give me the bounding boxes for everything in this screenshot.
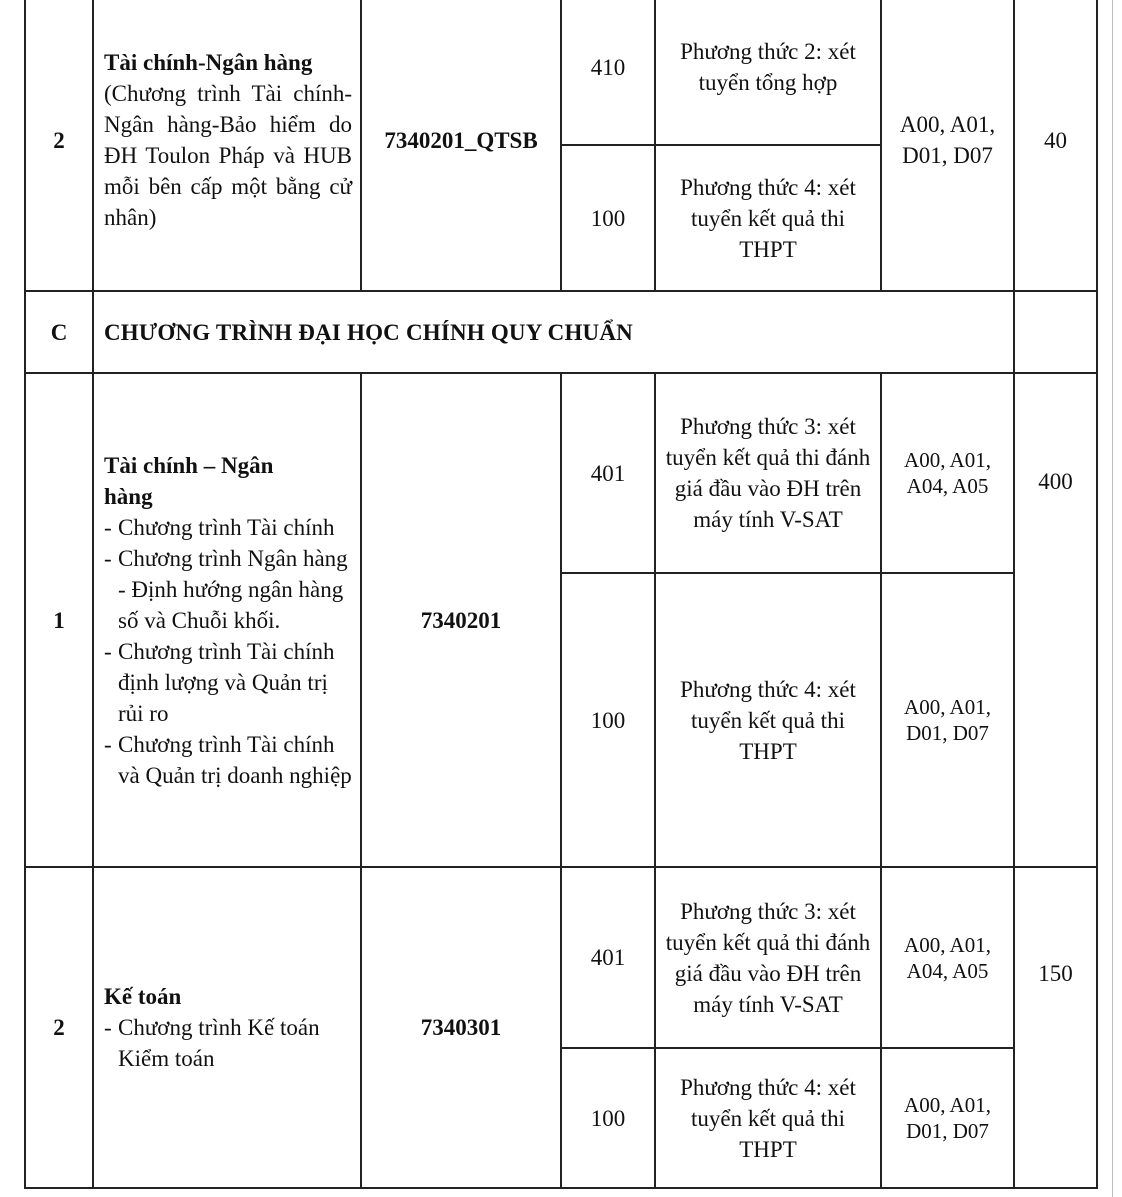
- major-cell: [93, 373, 361, 867]
- major-name: Tài chính – Ngân hàng: [104, 452, 274, 509]
- section-letter: C: [25, 291, 93, 373]
- table-row: [25, 0, 1097, 145]
- method-label: Phương thức 4: xét tuyển kết quả thi THPT: [655, 573, 881, 867]
- method-code: 100: [561, 1048, 655, 1188]
- subject-combos: A00, A01, A04, A05: [881, 867, 1014, 1048]
- method-label: Phương thức 3: xét tuyển kết quả thi đánh giá đầu vào ĐH trên máy tính V-SAT: [655, 867, 881, 1048]
- major-code: 7340201: [361, 373, 561, 867]
- method-label: Phương thức 3: xét tuyển kết quả thi đánh giá đầu vào ĐH trên máy tính V-SAT: [655, 373, 881, 573]
- major-name: Kế toán: [104, 984, 182, 1009]
- quota: 40: [1014, 0, 1097, 291]
- major-code: 7340201_QTSB: [361, 0, 561, 291]
- program-list: [104, 512, 352, 791]
- quota: 400: [1014, 373, 1097, 867]
- page-edge: [1112, 0, 1113, 1197]
- major-code: 7340301: [361, 867, 561, 1188]
- table-row: [25, 373, 1097, 573]
- subject-combos: A00, A01, D01, D07: [881, 1048, 1014, 1188]
- admission-table: [24, 0, 1098, 1189]
- section-title: CHƯƠNG TRÌNH ĐẠI HỌC CHÍNH QUY CHUẨN: [93, 291, 1014, 373]
- major-name: Tài chính-Ngân hàng: [104, 50, 313, 75]
- row-index: 1: [25, 373, 93, 867]
- program-list: [104, 1012, 352, 1074]
- major-cell: [93, 867, 361, 1188]
- method-label: Phương thức 4: xét tuyển kết quả thi THPT: [655, 1048, 881, 1188]
- list-item: - Chương trình Kế toán Kiểm toán: [104, 1012, 352, 1074]
- row-index: 2: [25, 0, 93, 291]
- major-cell: [93, 0, 361, 291]
- method-code: 401: [561, 867, 655, 1048]
- section-header-row: [25, 291, 1097, 373]
- method-code: 100: [561, 145, 655, 291]
- table-row: [25, 867, 1097, 1048]
- empty-cell: [1014, 291, 1097, 373]
- method-code: 100: [561, 573, 655, 867]
- list-item: - Chương trình Tài chính: [104, 512, 352, 543]
- method-label: Phương thức 4: xét tuyển kết quả thi THPT: [655, 145, 881, 291]
- list-item: - Chương trình Tài chính và Quản trị doanh nghiệp: [104, 729, 352, 791]
- subject-combos: A00, A01, A04, A05: [881, 373, 1014, 573]
- list-item: - Chương trình Ngân hàng - Định hướng ngân hàng số và Chuỗi khối.: [104, 543, 352, 636]
- method-label: Phương thức 2: xét tuyển tổng hợp: [655, 0, 881, 145]
- method-code: 401: [561, 373, 655, 573]
- list-item: - Chương trình Tài chính định lượng và Quản trị rủi ro: [104, 636, 352, 729]
- major-description: (Chương trình Tài chính-Ngân hàng-Bảo hiểm do ĐH Toulon Pháp và HUB mỗi bên cấp một bằng cử nhân): [104, 81, 352, 230]
- subject-combos: A00, A01, D01, D07: [881, 573, 1014, 867]
- row-index: 2: [25, 867, 93, 1188]
- quota: 150: [1014, 867, 1097, 1188]
- method-code: 410: [561, 0, 655, 145]
- subject-combos: A00, A01, D01, D07: [881, 0, 1014, 291]
